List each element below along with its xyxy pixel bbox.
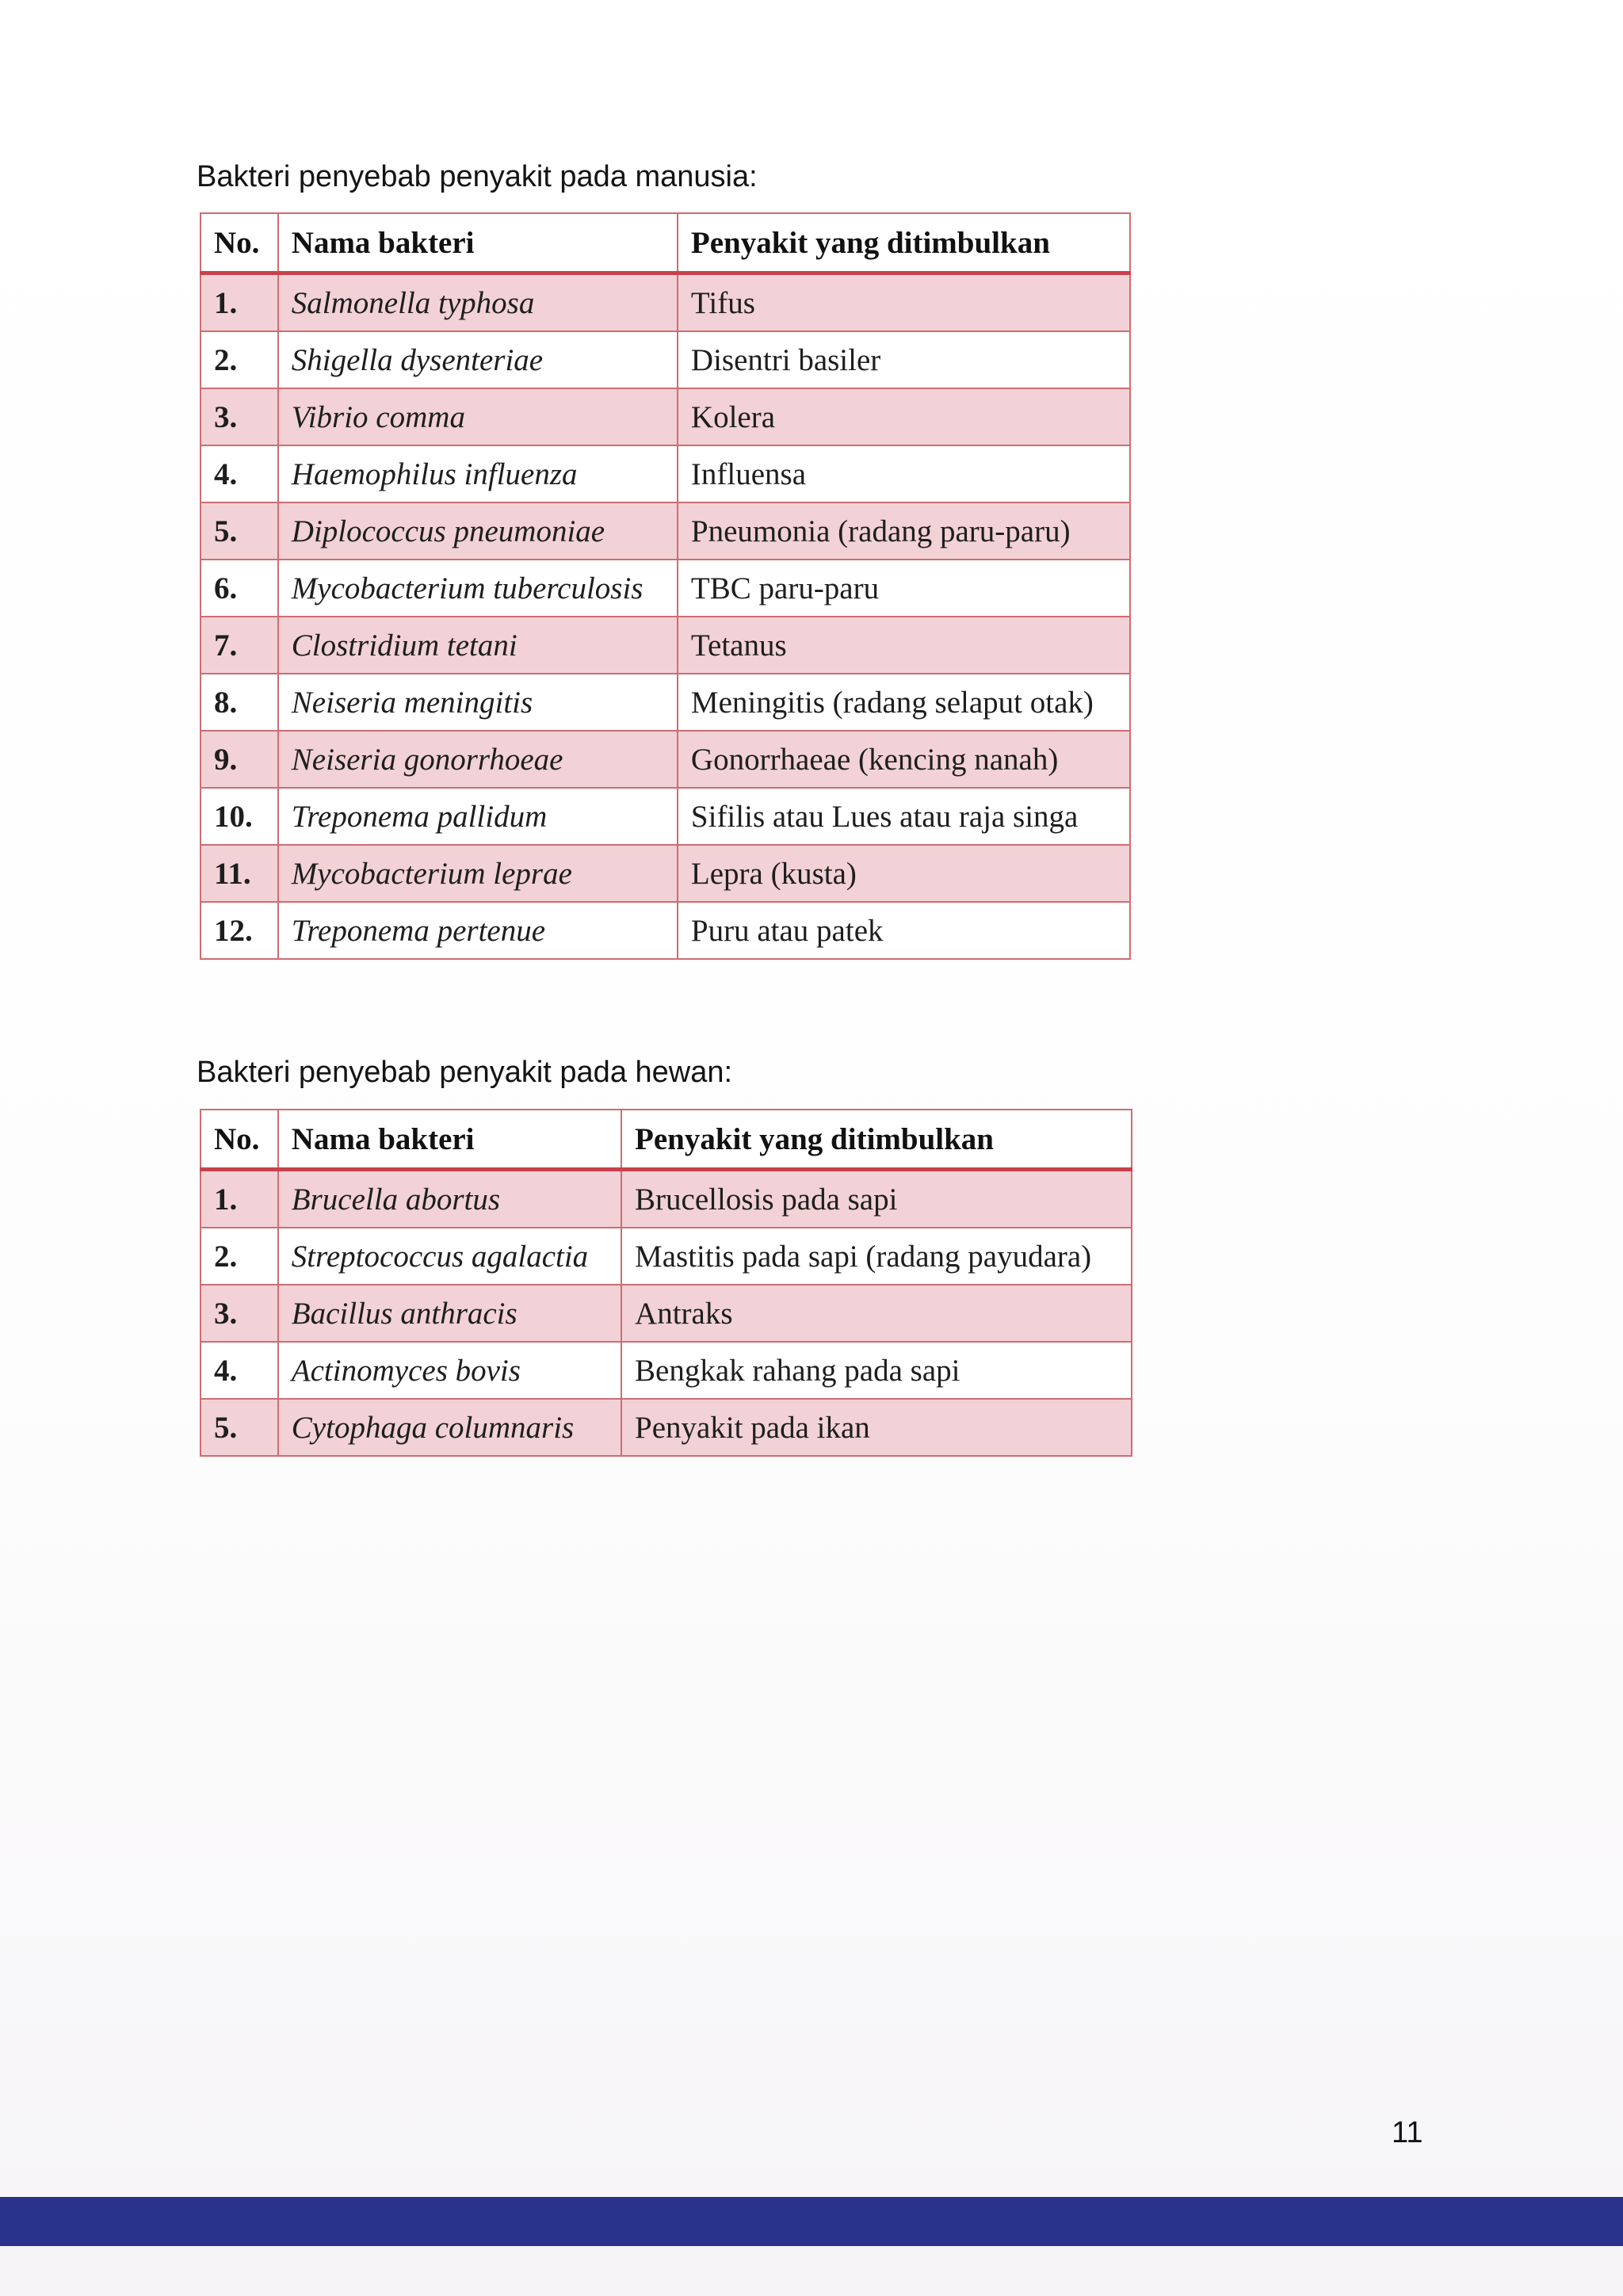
animal-bacteria-table: [200, 1109, 1132, 1457]
table-row: [200, 1342, 1132, 1399]
row-number: 2.: [200, 1228, 278, 1285]
footer-bar: [0, 2197, 1623, 2246]
row-number: 5.: [200, 502, 278, 560]
column-header-no: No.: [200, 1110, 278, 1170]
row-number: 7.: [200, 617, 278, 674]
column-header-no: No.: [200, 213, 278, 273]
bacteria-name: Streptococcus agalactia: [278, 1228, 621, 1285]
table-row: [200, 902, 1130, 959]
table-header-row: [200, 1110, 1132, 1170]
disease-name: Lepra (kusta): [678, 845, 1130, 902]
row-number: 9.: [200, 731, 278, 788]
row-number: 3.: [200, 1285, 278, 1342]
disease-name: Kolera: [678, 388, 1130, 445]
bacteria-name: Neiseria meningitis: [278, 674, 678, 731]
row-number: 10.: [200, 788, 278, 845]
table-row: [200, 445, 1130, 502]
table-row: [200, 1399, 1132, 1456]
row-number: 8.: [200, 674, 278, 731]
disease-name: Puru atau patek: [678, 902, 1130, 959]
row-number: 3.: [200, 388, 278, 445]
disease-name: Bengkak rahang pada sapi: [621, 1342, 1132, 1399]
disease-name: Antraks: [621, 1285, 1132, 1342]
disease-name: Meningitis (radang selaput otak): [678, 674, 1130, 731]
human-bacteria-table: [200, 212, 1131, 960]
bacteria-name: Actinomyces bovis: [278, 1342, 621, 1399]
row-number: 11.: [200, 845, 278, 902]
bacteria-name: Shigella dysenteriae: [278, 331, 678, 388]
table-row: [200, 273, 1130, 332]
animal-table-caption: Bakteri penyebab penyakit pada hewan:: [197, 1056, 733, 1089]
row-number: 4.: [200, 445, 278, 502]
disease-name: Pneumonia (radang paru-paru): [678, 502, 1130, 560]
disease-name: Disentri basiler: [678, 331, 1130, 388]
bacteria-name: Treponema pertenue: [278, 902, 678, 959]
bacteria-name: Treponema pallidum: [278, 788, 678, 845]
row-number: 5.: [200, 1399, 278, 1456]
disease-name: Brucellosis pada sapi: [621, 1170, 1132, 1228]
row-number: 6.: [200, 560, 278, 617]
disease-name: Gonorrhaeae (kencing nanah): [678, 731, 1130, 788]
disease-name: Tetanus: [678, 617, 1130, 674]
table-row: [200, 674, 1130, 731]
disease-name: Influensa: [678, 445, 1130, 502]
bacteria-name: Bacillus anthracis: [278, 1285, 621, 1342]
human-table-caption: Bakteri penyebab penyakit pada manusia:: [197, 160, 758, 193]
disease-name: Mastitis pada sapi (radang payudara): [621, 1228, 1132, 1285]
table-row: [200, 788, 1130, 845]
bacteria-name: Haemophilus influenza: [278, 445, 678, 502]
table-header-row: [200, 213, 1130, 273]
page-number: 11: [1392, 2116, 1423, 2149]
column-header-bacteria-name: Nama bakteri: [278, 213, 678, 273]
column-header-bacteria-name: Nama bakteri: [278, 1110, 621, 1170]
row-number: 1.: [200, 1170, 278, 1228]
table-row: [200, 388, 1130, 445]
column-header-disease: Penyakit yang ditimbulkan: [678, 213, 1130, 273]
table-row: [200, 331, 1130, 388]
bacteria-name: Cytophaga columnaris: [278, 1399, 621, 1456]
row-number: 4.: [200, 1342, 278, 1399]
table-row: [200, 617, 1130, 674]
bacteria-name: Neiseria gonorrhoeae: [278, 731, 678, 788]
bacteria-name: Salmonella typhosa: [278, 273, 678, 332]
table-row: [200, 560, 1130, 617]
row-number: 1.: [200, 273, 278, 332]
row-number: 12.: [200, 902, 278, 959]
table-row: [200, 502, 1130, 560]
table-row: [200, 731, 1130, 788]
bacteria-name: Diplococcus pneumoniae: [278, 502, 678, 560]
row-number: 2.: [200, 331, 278, 388]
bacteria-name: Mycobacterium leprae: [278, 845, 678, 902]
bacteria-name: Vibrio comma: [278, 388, 678, 445]
bacteria-name: Brucella abortus: [278, 1170, 621, 1228]
table-row: [200, 1170, 1132, 1228]
table-row: [200, 845, 1130, 902]
disease-name: TBC paru-paru: [678, 560, 1130, 617]
disease-name: Sifilis atau Lues atau raja singa: [678, 788, 1130, 845]
table-row: [200, 1285, 1132, 1342]
table-row: [200, 1228, 1132, 1285]
disease-name: Penyakit pada ikan: [621, 1399, 1132, 1456]
disease-name: Tifus: [678, 273, 1130, 332]
bacteria-name: Clostridium tetani: [278, 617, 678, 674]
bacteria-name: Mycobacterium tuberculosis: [278, 560, 678, 617]
column-header-disease: Penyakit yang ditimbulkan: [621, 1110, 1132, 1170]
